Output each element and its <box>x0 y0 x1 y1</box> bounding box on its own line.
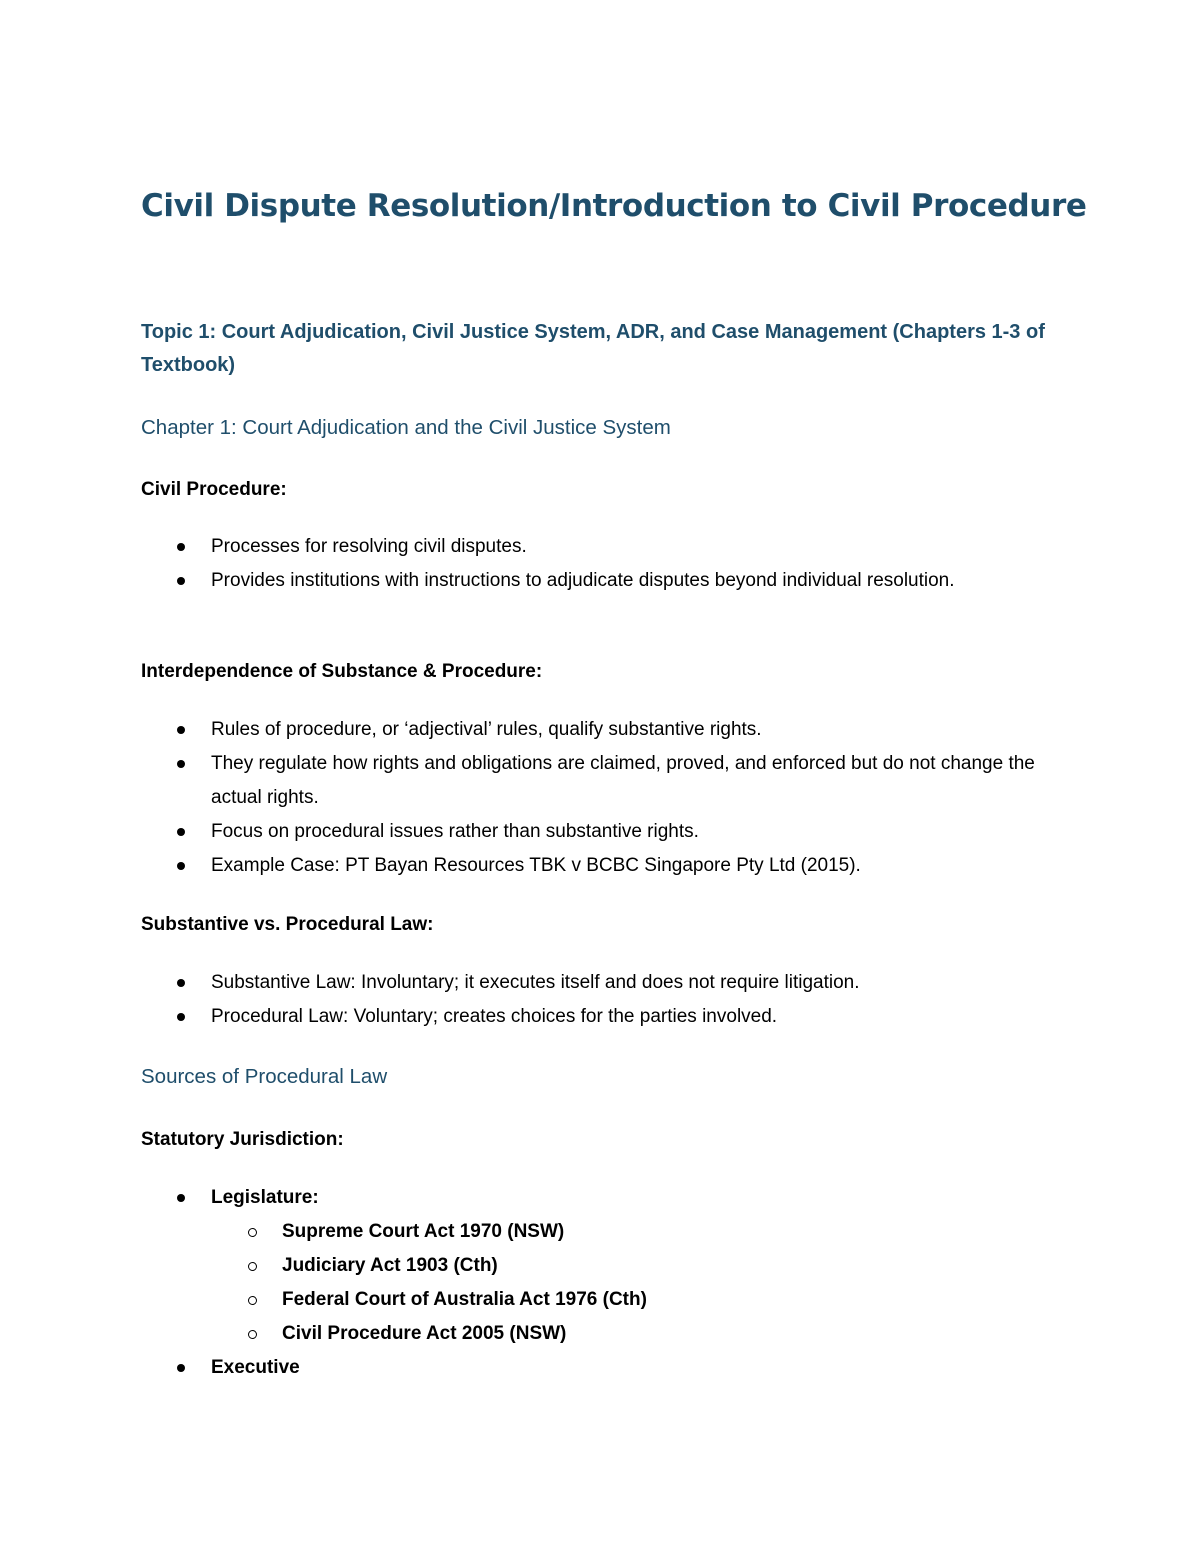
list-item <box>141 849 1071 883</box>
list-item-legislature <box>141 1181 1071 1351</box>
sub-list-item <box>141 1215 1071 1249</box>
bullet-icon <box>177 1013 185 1021</box>
sub-list-item <box>141 1283 1071 1317</box>
interdependence-heading: Interdependence of Substance & Procedure: <box>141 661 543 682</box>
circle-bullet-icon <box>248 1228 257 1237</box>
sub-list-item-text: Judiciary Act 1903 (Cth) <box>282 1255 498 1276</box>
list-item-text: Legislature: <box>211 1187 319 1208</box>
list-item <box>141 966 1071 1000</box>
bullet-icon <box>177 1364 185 1372</box>
bullet-icon <box>177 862 185 870</box>
list-item-text: Procedural Law: Voluntary; creates choices for the parties involved. <box>211 1006 778 1027</box>
list-item-text: Focus on procedural issues rather than substantive rights. <box>211 821 699 842</box>
chapter-1-heading: Chapter 1: Court Adjudication and the Civil Justice System <box>141 416 671 439</box>
list-item-text: Provides institutions with instructions to adjudicate disputes beyond individual resolution. <box>211 570 955 591</box>
list-item <box>141 1000 1071 1034</box>
topic-heading: Topic 1: Court Adjudication, Civil Justice System, ADR, and Case Management (Chapters 1-3 of Textbook) <box>141 321 1045 376</box>
list-item <box>141 747 1071 815</box>
document-title: Civil Dispute Resolution/Introduction to Civil Procedure <box>141 188 1087 224</box>
list-item-text: Example Case: PT Bayan Resources TBK v BCBC Singapore Pty Ltd (2015). <box>211 855 861 876</box>
civil-procedure-list <box>141 530 1071 598</box>
circle-bullet-icon <box>248 1262 257 1271</box>
sub-list-item <box>141 1317 1071 1351</box>
list-item-text: Processes for resolving civil disputes. <box>211 536 527 557</box>
civil-procedure-heading: Civil Procedure: <box>141 479 287 500</box>
list-item <box>141 815 1071 849</box>
bullet-icon <box>177 760 185 768</box>
list-item-text: They regulate how rights and obligations are claimed, proved, and enforced but do not change the actual rights. <box>211 753 1035 808</box>
list-item-text: Rules of procedure, or ‘adjectival’ rules, qualify substantive rights. <box>211 719 762 740</box>
circle-bullet-icon <box>248 1330 257 1339</box>
list-item <box>141 564 1071 598</box>
list-item-text: Executive <box>211 1357 300 1378</box>
bullet-icon <box>177 577 185 585</box>
list-item-executive <box>141 1351 1071 1385</box>
bullet-icon <box>177 726 185 734</box>
sub-list-item <box>141 1249 1071 1283</box>
substantive-vs-procedural-list <box>141 966 1071 1034</box>
statutory-list <box>141 1181 1071 1385</box>
legislature-sub-list <box>211 1215 1071 1351</box>
sub-list-item-text: Supreme Court Act 1970 (NSW) <box>282 1221 565 1242</box>
interdependence-list <box>141 713 1071 883</box>
bullet-icon <box>177 543 185 551</box>
bullet-icon <box>177 828 185 836</box>
bullet-icon <box>177 1194 185 1202</box>
sub-list-item-text: Civil Procedure Act 2005 (NSW) <box>282 1323 567 1344</box>
statutory-jurisdiction-heading: Statutory Jurisdiction: <box>141 1129 344 1150</box>
bullet-icon <box>177 979 185 987</box>
list-item-text: Substantive Law: Involuntary; it executes itself and does not require litigation. <box>211 972 860 993</box>
sub-list-item-text: Federal Court of Australia Act 1976 (Cth) <box>282 1289 647 1310</box>
list-item <box>141 713 1071 747</box>
circle-bullet-icon <box>248 1296 257 1305</box>
sources-heading: Sources of Procedural Law <box>141 1065 388 1088</box>
list-item <box>141 530 1071 564</box>
substantive-vs-procedural-heading: Substantive vs. Procedural Law: <box>141 914 434 935</box>
